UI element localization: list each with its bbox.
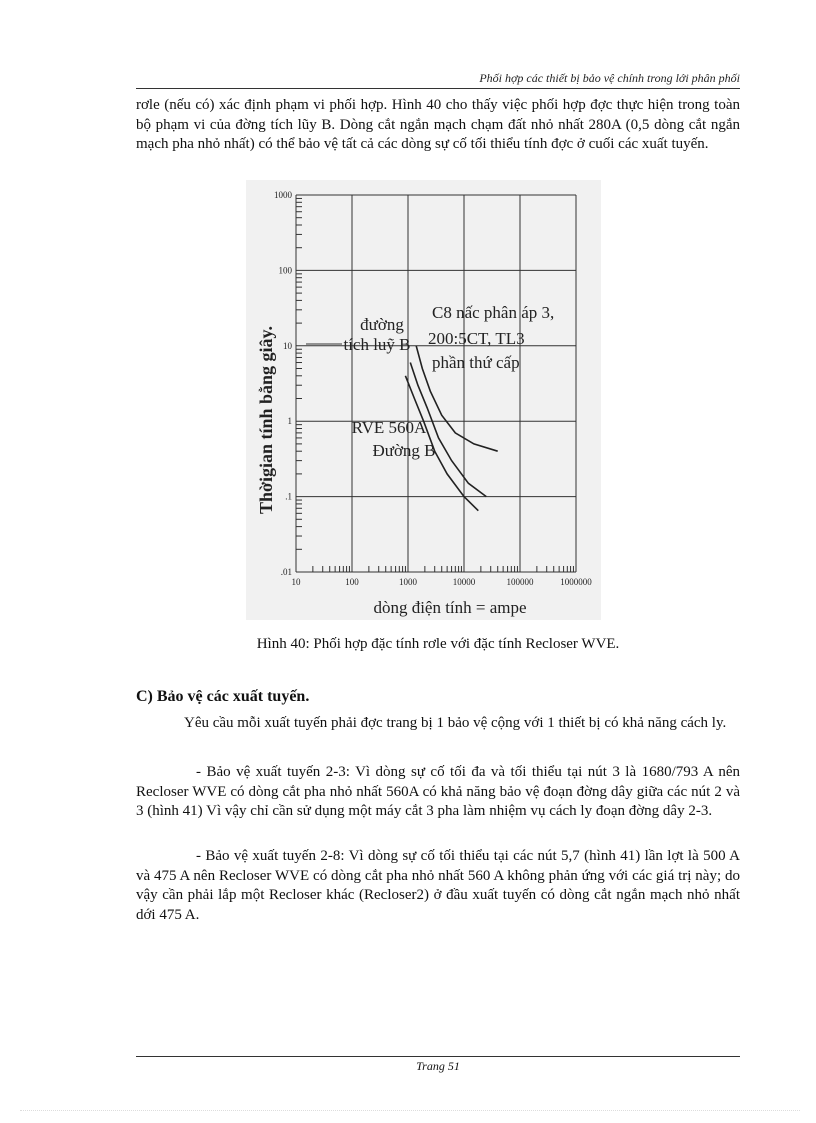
footer-rule [136, 1056, 740, 1057]
curve-label-left-line2: tích luỹ B [343, 335, 411, 354]
curve-label-lower-line2: Đường B [372, 441, 436, 460]
figure-caption: Hình 40: Phối hợp đặc tính rơle với đặc tính Recloser WVE. [256, 636, 620, 652]
page-number: Trang 51 [416, 1059, 460, 1073]
x-tick-label: 100000 [506, 577, 534, 587]
curve-label-lower-line1: RVE 560A [351, 418, 427, 437]
coordination-chart [246, 180, 601, 620]
scan-edge [20, 1110, 800, 1111]
x-axis-label: dòng điện tính = ampe [373, 598, 527, 617]
paragraph-feeder-2-8: - Bảo vệ xuất tuyến 2-8: Vì dòng sự cố tối thiểu tại các nút 5,7 (hình 41) lần lợt là 500 A và 475 A nên Recloser WVE có dòng cắt pha nhỏ nhất 560 A không phản ứng với các giá trị này; do vậy cần phải lắp một Recloser khác (Recloser2) ở đầu xuất tuyến có dòng cắt ngắn mạch nhỏ nhất dới 475 A. [136, 848, 740, 923]
paragraph-requirement: Yêu cầu mỗi xuất tuyến phải đợc trang bị 1 bảo vệ cộng với 1 thiết bị có khả năng cách ly. [184, 715, 727, 731]
y-tick-label: .01 [280, 567, 292, 577]
curve-label-right-line1: C8 nấc phân áp 3, [432, 303, 555, 322]
y-tick-label: 1000 [274, 190, 292, 200]
curve-label-right-line3: phần thứ cấp [432, 353, 520, 372]
paragraph-intro: rơle (nếu có) xác định phạm vi phối hợp. Hình 40 cho thấy việc phối hợp đợc thực hiện trong toàn bộ phạm vi của đờng tích lũy B. Dòng cắt ngắn mạch chạm đất nhỏ nhất 280A (0,5 dòng cắt ngắn mạch pha nhỏ nhất) có thể bảo vệ tất cả các dòng sự cố tối thiểu tính đợc ở cuối các xuất tuyến. [136, 97, 740, 152]
section-heading: C) Bảo vệ các xuất tuyến. [136, 688, 310, 705]
paragraph-feeder-2-3: - Bảo vệ xuất tuyến 2-3: Vì dòng sự cố tối đa và tối thiểu tại nút 3 là 1680/793 A nên Recloser WVE có dòng cắt pha nhỏ nhất 560A có khả năng bảo vệ đoạn đờng dây giữa các nút 2 và 3 (hình 41) Vì vậy chỉ cần sử dụng một máy cắt 3 pha làm nhiệm vụ cách ly đoạn đờng dây 2-3. [136, 764, 740, 819]
figure-40 [246, 180, 601, 620]
running-header: Phối hợp các thiết bị bảo vệ chính trong lới phân phối [479, 71, 740, 85]
x-tick-label: 1000 [399, 577, 417, 587]
y-axis-label: Thờigian tính bằng giây. [256, 325, 276, 515]
y-tick-label: .1 [285, 491, 292, 502]
y-tick-label: 1 [287, 416, 292, 427]
x-tick-label: 100 [345, 577, 359, 587]
x-tick-label: 10 [291, 577, 301, 587]
x-tick-label: 10000 [452, 577, 476, 587]
curve-label-right-line2: 200:5CT, TL3 [428, 329, 525, 348]
tick-layer [274, 190, 592, 587]
y-tick-label: 100 [278, 265, 292, 276]
y-tick-label: 10 [283, 340, 292, 351]
grid-layer [296, 195, 576, 572]
header-rule [136, 88, 740, 89]
x-tick-label: 1000000 [560, 577, 592, 587]
curve-label-left-line1: đường [360, 315, 404, 334]
